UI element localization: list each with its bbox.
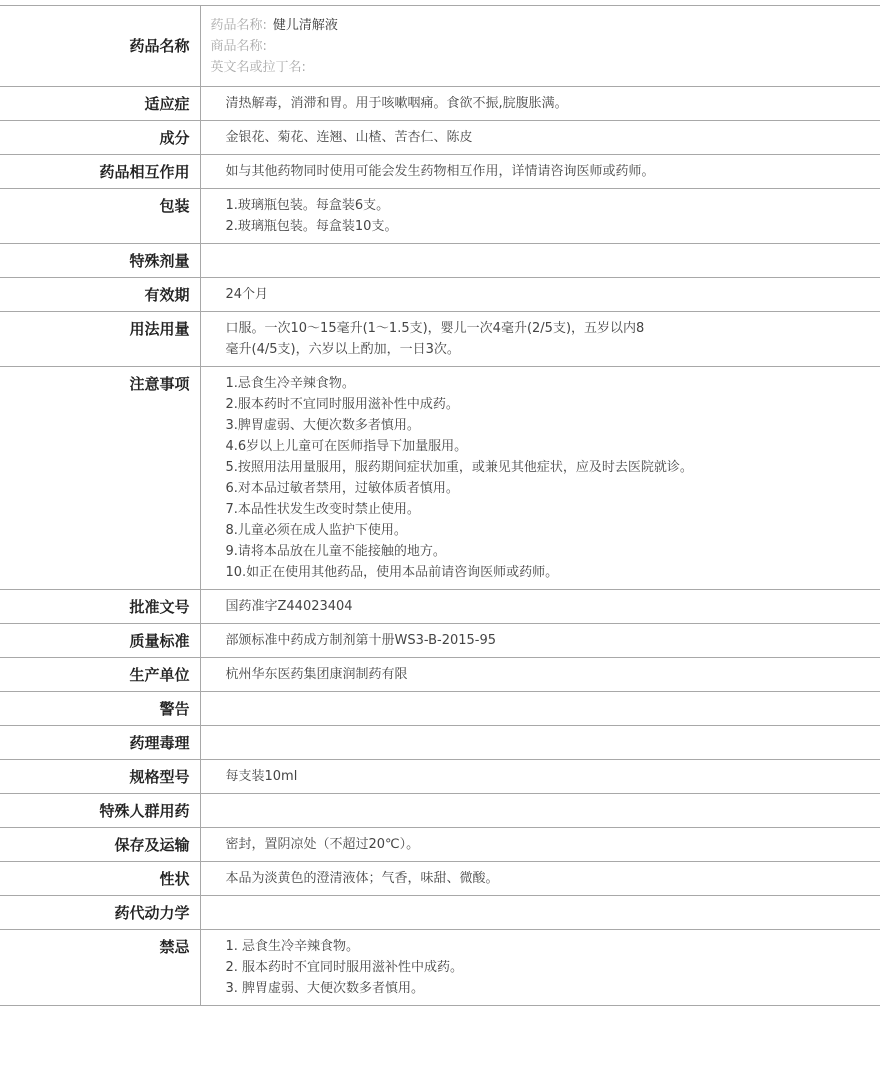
value-line: 毫升(4/5支)，六岁以上酌加，一日3次。	[225, 342, 460, 357]
drug-name-key: 药品名称:	[210, 18, 267, 33]
value-line: 部颁标准中药成方制剂第十册WS3-B-2015-95	[225, 633, 497, 648]
row-value	[200, 828, 880, 862]
row-label: 注意事项	[0, 367, 200, 590]
latin-name-line	[211, 57, 871, 78]
row-special-dose	[0, 244, 880, 278]
latin-name-key: 英文名或拉丁名:	[210, 60, 306, 75]
row-value	[200, 367, 880, 590]
row-value	[200, 189, 880, 244]
row-value	[200, 590, 880, 624]
row-ingredients	[0, 121, 880, 155]
row-manufacturer	[0, 658, 880, 692]
value-line: 杭州华东医药集团康润制药有限	[225, 667, 408, 682]
row-value	[200, 87, 880, 121]
row-label: 规格型号	[0, 760, 200, 794]
row-label: 特殊剂量	[0, 244, 200, 278]
row-label: 适应症	[0, 87, 200, 121]
row-value	[200, 278, 880, 312]
row-package	[0, 189, 880, 244]
value-line: 24个月	[225, 287, 269, 302]
value-line: 5.按照用法用量服用，服药期间症状加重，或兼见其他症状，应及时去医院就诊。	[225, 460, 693, 475]
value-line: 1.忌食生冷辛辣食物。	[225, 376, 355, 391]
value-line: 2.玻璃瓶包装。每盒装10支。	[225, 219, 398, 234]
row-pharmacokinetics	[0, 896, 880, 930]
drug-spec-table	[0, 5, 880, 1006]
value-line: 9.请将本品放在儿童不能接触的地方。	[225, 544, 446, 559]
value-line: 清热解毒，消滞和胃。用于咳嗽咽痛。食欲不振,脘腹胀满。	[225, 96, 568, 111]
row-value	[200, 658, 880, 692]
row-label: 警告	[0, 692, 200, 726]
row-label: 用法用量	[0, 312, 200, 367]
row-indication	[0, 87, 880, 121]
row-value	[200, 624, 880, 658]
row-label: 保存及运输	[0, 828, 200, 862]
value-line: 3.脾胃虚弱、大便次数多者慎用。	[225, 418, 420, 433]
trade-name-line	[211, 36, 871, 57]
row-value	[200, 121, 880, 155]
row-value	[200, 794, 880, 828]
value-line: 6.对本品过敏者禁用，过敏体质者慎用。	[225, 481, 459, 496]
value-line: 口服。一次10～15毫升(1～1.5支)，婴儿一次4毫升(2/5支)，五岁以内8	[225, 321, 645, 336]
value-line: 4.6岁以上儿童可在医师指导下加量服用。	[225, 439, 468, 454]
value-line: 1. 忌食生冷辛辣食物。	[225, 939, 360, 954]
row-value	[200, 692, 880, 726]
row-label: 质量标准	[0, 624, 200, 658]
row-value	[200, 862, 880, 896]
drug-name-block	[200, 6, 880, 87]
value-line: 如与其他药物同时使用可能会发生药物相互作用，详情请咨询医师或药师。	[225, 164, 655, 179]
value-line: 国药准字Z44023404	[225, 599, 353, 614]
drug-name-value: 健儿清解液	[272, 18, 338, 33]
row-usage	[0, 312, 880, 367]
row-label: 药品相互作用	[0, 155, 200, 189]
value-line: 密封，置阴凉处（不超过20℃）。	[225, 837, 420, 852]
row-value	[200, 930, 880, 1006]
row-label: 有效期	[0, 278, 200, 312]
row-label: 药品名称	[0, 6, 200, 87]
row-label: 性状	[0, 862, 200, 896]
row-label: 药理毒理	[0, 726, 200, 760]
row-label: 特殊人群用药	[0, 794, 200, 828]
row-special-population	[0, 794, 880, 828]
value-line: 7.本品性状发生改变时禁止使用。	[225, 502, 420, 517]
value-line: 金银花、菊花、连翘、山楂、苦杏仁、陈皮	[225, 130, 473, 145]
row-pharmacology	[0, 726, 880, 760]
row-precautions	[0, 367, 880, 590]
trade-name-key: 商品名称:	[210, 39, 267, 54]
row-value	[200, 244, 880, 278]
value-line: 3. 脾胃虚弱、大便次数多者慎用。	[225, 981, 425, 996]
value-line: 每支装10ml	[225, 769, 298, 784]
row-standard	[0, 624, 880, 658]
value-line: 1.玻璃瓶包装。每盒装6支。	[225, 198, 390, 213]
value-line: 10.如正在使用其他药品，使用本品前请咨询医师或药师。	[225, 565, 559, 580]
row-storage	[0, 828, 880, 862]
row-appearance	[0, 862, 880, 896]
value-line: 本品为淡黄色的澄清液体；气香，味甜、微酸。	[225, 871, 499, 886]
row-value	[200, 726, 880, 760]
row-value	[200, 312, 880, 367]
value-line: 8.儿童必须在成人监护下使用。	[225, 523, 407, 538]
row-value	[200, 896, 880, 930]
row-approval	[0, 590, 880, 624]
row-label: 成分	[0, 121, 200, 155]
row-label: 生产单位	[0, 658, 200, 692]
row-value	[200, 760, 880, 794]
row-validity	[0, 278, 880, 312]
row-label: 药代动力学	[0, 896, 200, 930]
row-spec	[0, 760, 880, 794]
row-label: 禁忌	[0, 930, 200, 1006]
value-line: 2. 服本药时不宜同时服用滋补性中成药。	[225, 960, 464, 975]
row-warning	[0, 692, 880, 726]
row-drug-name	[0, 6, 880, 87]
row-contraindication	[0, 930, 880, 1006]
drug-name-line	[211, 15, 871, 36]
row-label: 包装	[0, 189, 200, 244]
value-line: 2.服本药时不宜同时服用滋补性中成药。	[225, 397, 459, 412]
row-interaction	[0, 155, 880, 189]
row-label: 批准文号	[0, 590, 200, 624]
row-value	[200, 155, 880, 189]
